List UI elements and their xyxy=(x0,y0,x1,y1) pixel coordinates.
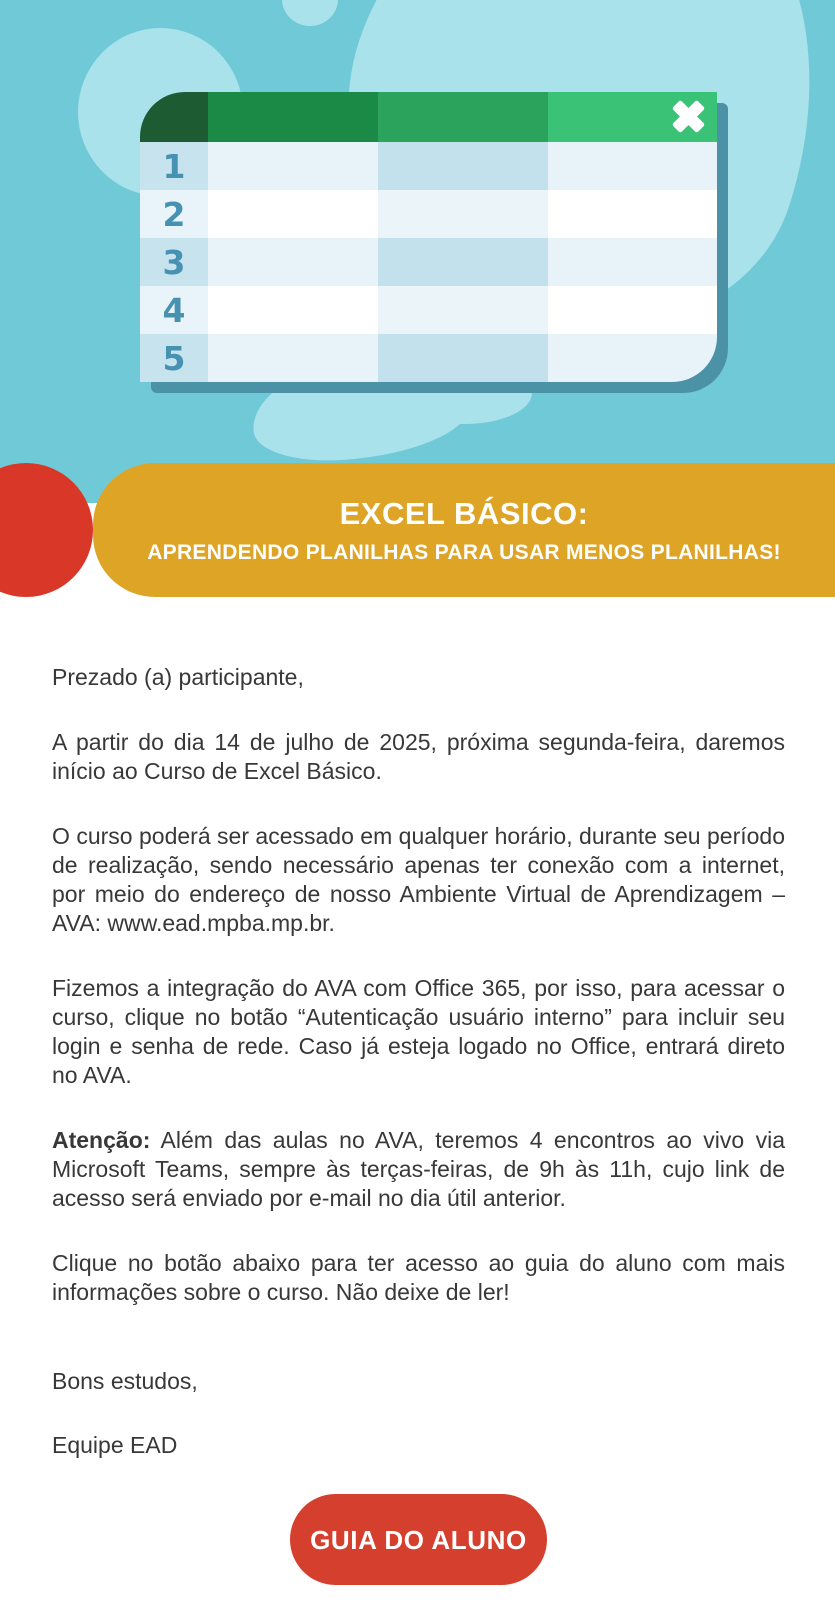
spreadsheet-header-col1 xyxy=(208,92,378,142)
paragraph-attention xyxy=(52,1126,785,1213)
spreadsheet-row xyxy=(140,142,717,190)
attention-label: Atenção: xyxy=(52,1127,151,1153)
spreadsheet-header-col2 xyxy=(378,92,548,142)
spreadsheet-row xyxy=(140,190,717,238)
spreadsheet-cell xyxy=(208,142,378,190)
row-number: 5 xyxy=(140,334,208,382)
signature-text: Equipe EAD xyxy=(52,1432,178,1458)
spreadsheet-header-row xyxy=(140,92,717,142)
course-title: EXCEL BÁSICO: xyxy=(339,495,589,531)
paragraph-office-integration: Fizemos a integração do AVA com Office 365, por isso, para acessar o curso, clique no botão “Autenticação usuário interno” para incluir seu login e senha de rede. Caso já esteja logado no Office, entrará direto no AVA. xyxy=(52,975,785,1088)
email-body xyxy=(52,597,785,1585)
paragraph-course-access: O curso poderá ser acessado em qualquer horário, durante seu período de realização, sendo necessário apenas ter conexão com a internet, por meio do endereço de nosso Ambiente Virtual de Aprendizagem – AVA: www.ead.mpba.mp.br. xyxy=(52,823,785,936)
course-subtitle: APRENDENDO PLANILHAS PARA USAR MENOS PLANILHAS! xyxy=(147,540,781,564)
row-number: 4 xyxy=(140,286,208,334)
paragraph-course-start: A partir do dia 14 de julho de 2025, próxima segunda-feira, daremos início ao Curso de Excel Básico. xyxy=(52,729,785,784)
spreadsheet-illustration xyxy=(140,92,717,382)
spreadsheet-cell xyxy=(548,286,717,334)
spreadsheet-cell xyxy=(378,238,548,286)
course-banner xyxy=(93,463,835,597)
closing-text: Bons estudos, xyxy=(52,1368,198,1394)
spreadsheet-cell xyxy=(208,190,378,238)
guia-do-aluno-button[interactable]: GUIA DO ALUNO xyxy=(290,1494,547,1585)
row-number: 2 xyxy=(140,190,208,238)
excel-x-icon xyxy=(670,98,707,135)
spreadsheet-cell xyxy=(378,142,548,190)
greeting-text: Prezado (a) participante, xyxy=(52,664,304,690)
row-number: 3 xyxy=(140,238,208,286)
spreadsheet-cell xyxy=(548,238,717,286)
spreadsheet-cell xyxy=(378,286,548,334)
spreadsheet-cell xyxy=(378,190,548,238)
hero-illustration xyxy=(0,0,835,503)
spreadsheet-row xyxy=(140,334,717,382)
spreadsheet-row xyxy=(140,238,717,286)
spreadsheet-header-col3 xyxy=(548,92,717,142)
spreadsheet-cell xyxy=(208,334,378,382)
spreadsheet-cell xyxy=(548,334,717,382)
spreadsheet-cell xyxy=(378,334,548,382)
spreadsheet-row xyxy=(140,286,717,334)
paragraph-guide: Clique no botão abaixo para ter acesso ao guia do aluno com mais informações sobre o curso. Não deixe de ler! xyxy=(52,1250,785,1305)
spreadsheet-cell xyxy=(548,190,717,238)
attention-text: Além das aulas no AVA, teremos 4 encontros ao vivo via Microsoft Teams, sempre às terças-feiras, de 9h às 11h, cujo link de acesso será enviado por e-mail no dia útil anterior. xyxy=(52,1127,785,1211)
background-blob-drip xyxy=(282,0,338,26)
spreadsheet-cell xyxy=(548,142,717,190)
row-number: 1 xyxy=(140,142,208,190)
spreadsheet-cell xyxy=(208,286,378,334)
spreadsheet-cell xyxy=(208,238,378,286)
